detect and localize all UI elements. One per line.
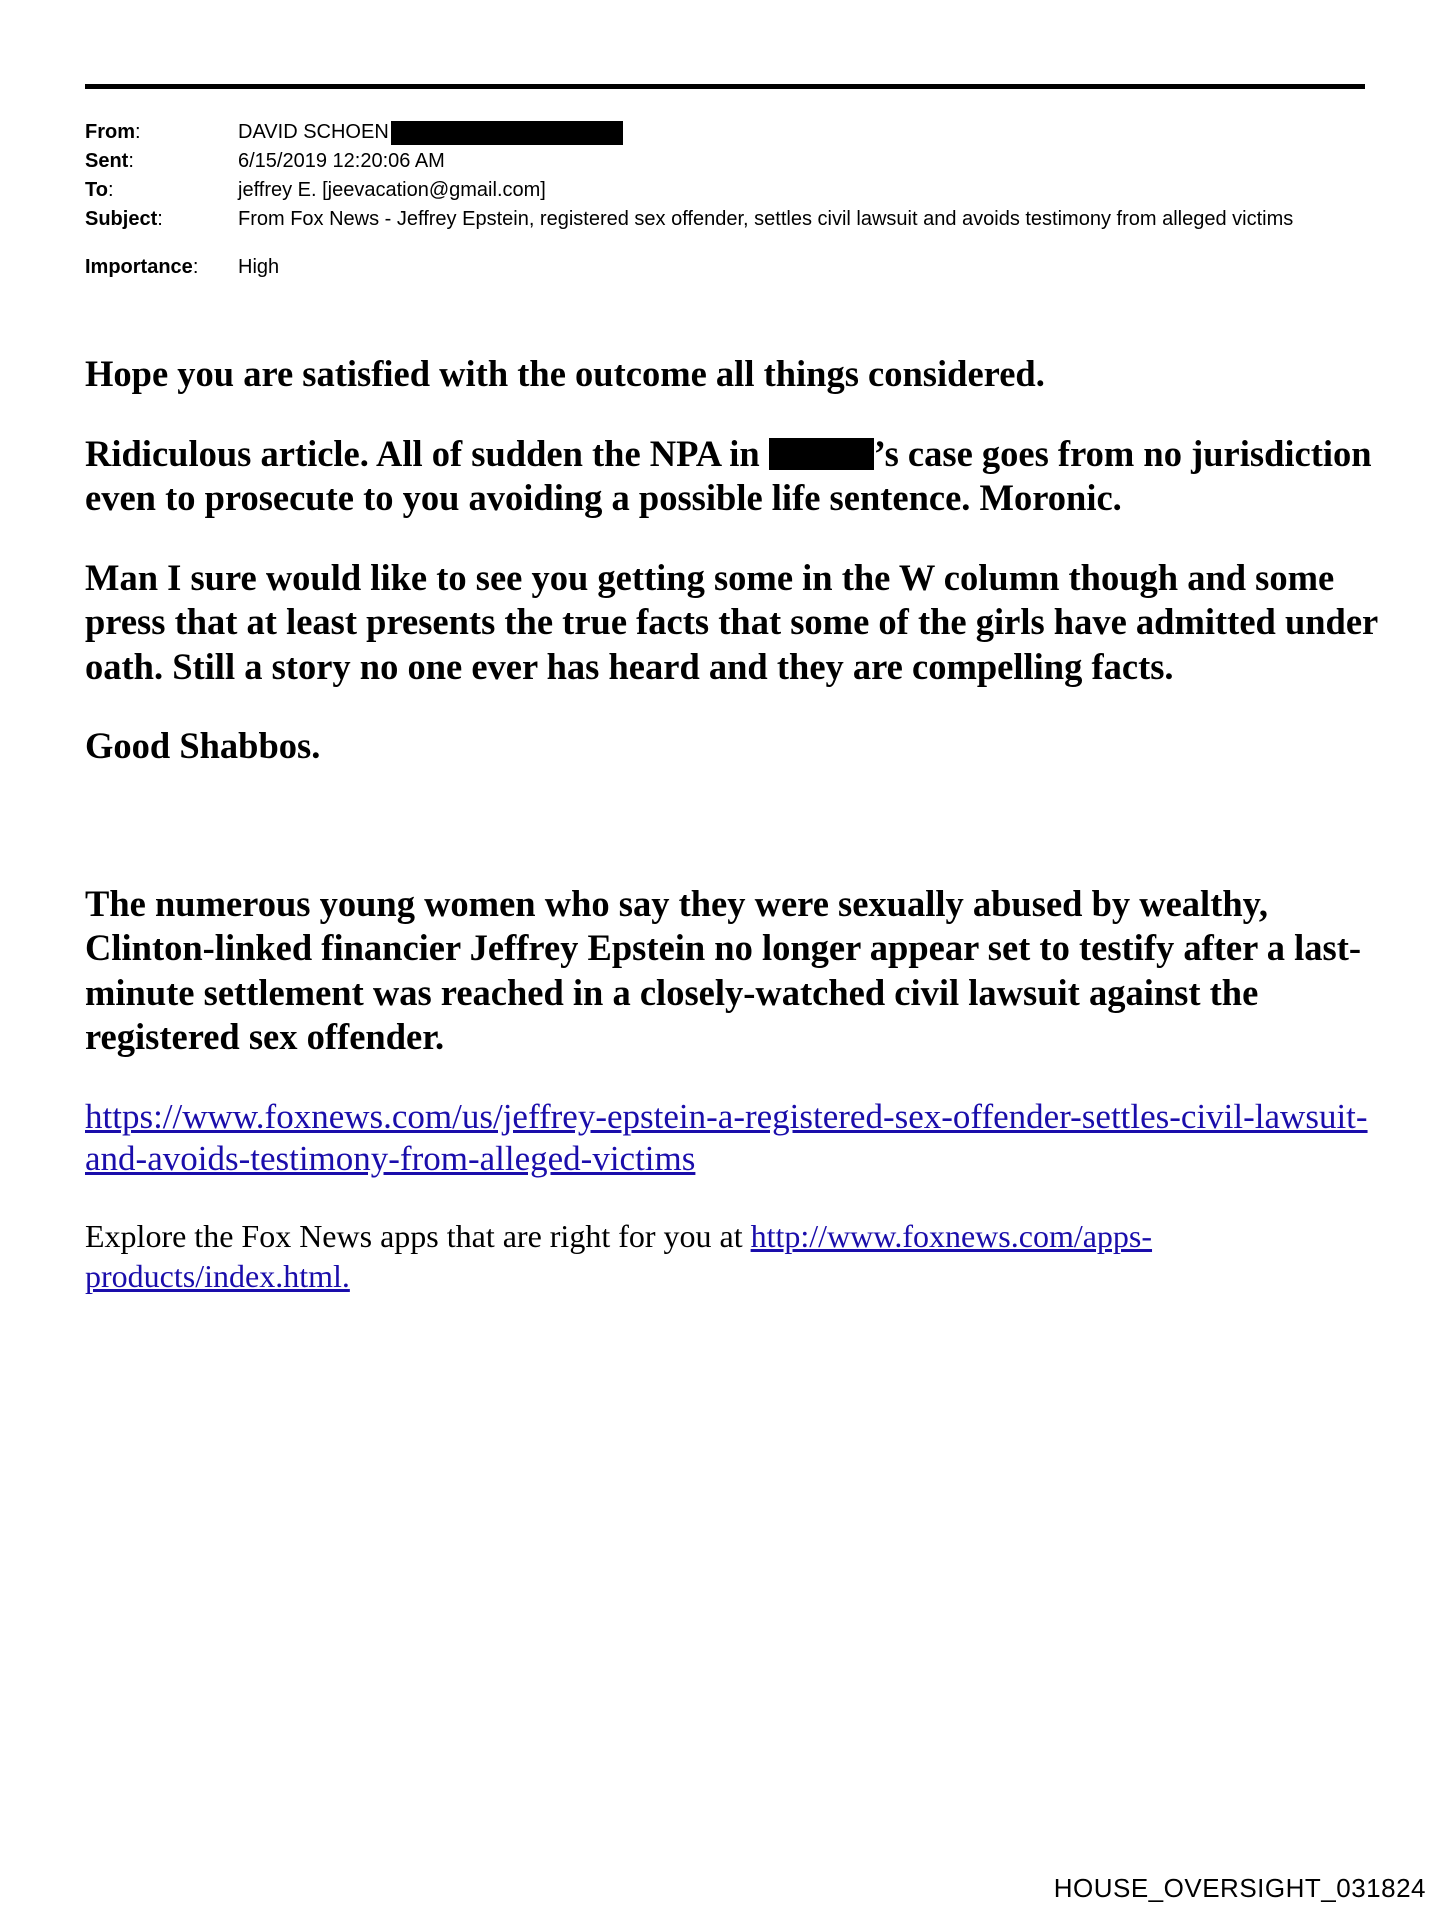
bates-number: HOUSE_OVERSIGHT_031824 [1053, 1873, 1426, 1903]
importance-label: Importance [85, 256, 193, 278]
body-paragraph-4: Good Shabbos. [85, 725, 321, 766]
body-paragraph-3: Man I sure would like to see you getting some in the W column though and some press that at least presents the true facts that some of the girls have admitted under oath. Still a story no one ever has heard and they are compelling facts. [85, 556, 1378, 687]
subject-row: Subject: From Fox News - Jeffrey Epstein, registered sex offender, settles civil lawsuit and avoids testimony from alleged victims [85, 205, 1365, 234]
from-value: DAVID SCHOEN [238, 121, 389, 143]
sent-row: Sent: 6/15/2019 12:20:06 AM [85, 147, 1365, 176]
sent-label: Sent [85, 150, 129, 172]
importance-value: High [238, 256, 280, 278]
body-paragraph-1: Hope you are satisfied with the outcome all things considered. [85, 353, 1045, 394]
to-row: To: jeffrey E. [jeevacation@gmail.com] [85, 176, 1365, 205]
subject-value: From Fox News - Jeffrey Epstein, registered sex offender, settles civil lawsuit and avoids testimony from alleged victims [238, 208, 1294, 230]
apps-paragraph [85, 1216, 1385, 1296]
sent-value: 6/15/2019 12:20:06 AM [238, 150, 445, 172]
apps-text: Explore the Fox News apps that are right for you at [85, 1217, 751, 1254]
redaction-box [769, 438, 874, 470]
from-row: From: DAVID SCHOEN [85, 118, 1365, 147]
top-rule [85, 84, 1365, 89]
article-link-paragraph [85, 1096, 1385, 1180]
from-label: From [85, 121, 135, 143]
to-label: To [85, 179, 108, 201]
email-header [85, 118, 1365, 282]
apps-link[interactable]: http://www.foxnews.com/apps-products/index.html. [85, 1217, 1153, 1294]
redaction-box [391, 121, 623, 145]
email-body [85, 352, 1385, 1296]
body-paragraph-5: The numerous young women who say they were sexually abused by wealthy, Clinton-linked financier Jeffrey Epstein no longer appear set to testify after a last-minute settlement was reached in a closely-watched civil lawsuit against the registered sex offender. [85, 882, 1362, 1057]
to-value: jeffrey E. [jeevacation@gmail.com] [238, 179, 546, 201]
importance-row: Importance: High [85, 253, 1365, 282]
subject-label: Subject [85, 208, 158, 230]
article-link[interactable]: https://www.foxnews.com/us/jeffrey-epstein-a-registered-sex-offender-settles-civil-lawsuit-and-avoids-testimony-from-alleged-victims [85, 1096, 1368, 1178]
body-paragraph-2: Ridiculous article. All of sudden the NPA in ’s case goes from no jurisdiction even to prosecute to you avoiding a possible life sentence. Moronic. [85, 432, 1372, 518]
